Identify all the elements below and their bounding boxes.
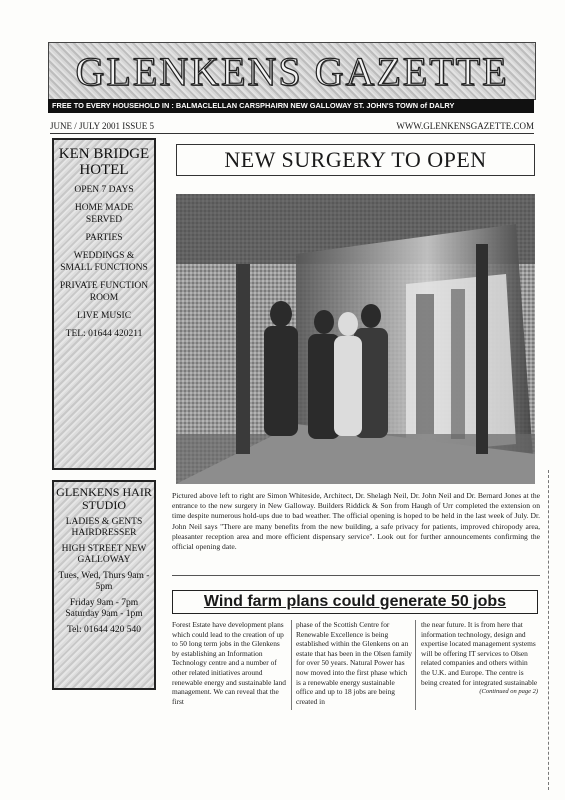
issue-date: JUNE / JULY 2001 ISSUE 5 xyxy=(50,121,155,131)
hotel-advert-line: LIVE MUSIC xyxy=(76,311,132,321)
hair-studio-advert xyxy=(52,480,156,690)
hotel-advert-line: TEL: 01644 420211 xyxy=(65,329,143,339)
hair-studio-advert-line: LADIES & GENTS HAIRDRESSER xyxy=(65,517,143,538)
hotel-advert-line: PRIVATE FUNCTION ROOM xyxy=(59,281,149,303)
article-column: phase of the Scottish Centre for Renewable Excellence is being established within the Glenkens on an estate that has been in the Olsen family for over 50 years. Natural Power has now moved into the first phase which is a renewable energy sustainable office and up to 18 jobs are being created in xyxy=(296,620,416,710)
wind-farm-headline: Wind farm plans could generate 50 jobs xyxy=(203,593,507,610)
surgery-photo-image xyxy=(176,194,535,484)
margin-rule xyxy=(548,470,549,790)
hotel-advert-line: WEDDINGS & SMALL FUNCTIONS xyxy=(60,251,148,273)
distribution-banner: FREE TO EVERY HOUSEHOLD IN : BALMACLELLAN CARSPHAIRN NEW GALLOWAY ST. JOHN'S TOWN of DALRY xyxy=(48,99,534,113)
surgery-photo xyxy=(176,194,535,484)
hotel-advert-title: KEN BRIDGE HOTEL xyxy=(58,146,150,178)
hotel-advert-line: PARTIES xyxy=(85,233,123,243)
article-column xyxy=(421,620,538,710)
masthead xyxy=(48,42,536,100)
website-link[interactable]: WWW.GLENKENSGAZETTE.COM xyxy=(396,121,534,131)
photo-caption: Pictured above left to right are Simon Whiteside, Architect, Dr. Shelagh Neil, Dr. John Neil and Dr. Bernard Jones at the entrance to the new surgery in New Galloway. Builders Riddick & Son from Haugh of Urr completed the extension on time despite numerous hold-ups due to bad weather. The official opening is hoped to be held in the last week of July. Dr. John Neil says "There are many benefits from the new building, a safe privacy for patients, improved chiropody area, pleasanter reception area and more efficient dispensary service". Look out for further announcements confirming the official opening date. xyxy=(172,491,540,576)
lead-headline: NEW SURGERY TO OPEN xyxy=(224,147,487,172)
hair-studio-advert-line: Tel: 01644 420 540 xyxy=(66,625,141,635)
wind-farm-article xyxy=(172,620,538,710)
hair-studio-advert-line: HIGH STREET NEW GALLOWAY xyxy=(61,544,147,565)
lead-headline-box xyxy=(176,144,535,176)
hair-studio-advert-line: Friday 9am - 7pm Saturday 9am - 1pm xyxy=(65,598,143,619)
article-column-text: the near future. It is from here that information technology, design and expertise located management systems will be offering IT services to Olsen related companies and others within the U.K. and Europe. The centre is being created for integrated sustainable xyxy=(421,620,538,687)
wind-farm-headline-box xyxy=(172,590,538,614)
hair-studio-advert-line: Tues, Wed, Thurs 9am - 5pm xyxy=(58,571,150,592)
masthead-title: GLENKENS GAZETTE xyxy=(75,48,509,94)
hotel-advert-line: OPEN 7 DAYS xyxy=(74,185,134,195)
hair-studio-advert-title: GLENKENS HAIR STUDIO xyxy=(56,485,152,512)
hotel-advert xyxy=(52,138,156,470)
continued-note: (Continued on page 2) xyxy=(479,688,538,696)
hotel-advert-line: HOME MADE SERVED xyxy=(74,203,134,225)
dateline xyxy=(50,121,534,134)
article-column: Forest Estate have development plans which could lead to the creation of up to 50 long term jobs in the Glenkens by establishing an Information Technology centre and a number of other related initiatives around renewable energy and sustainable land management. We can reveal that the first xyxy=(172,620,292,710)
